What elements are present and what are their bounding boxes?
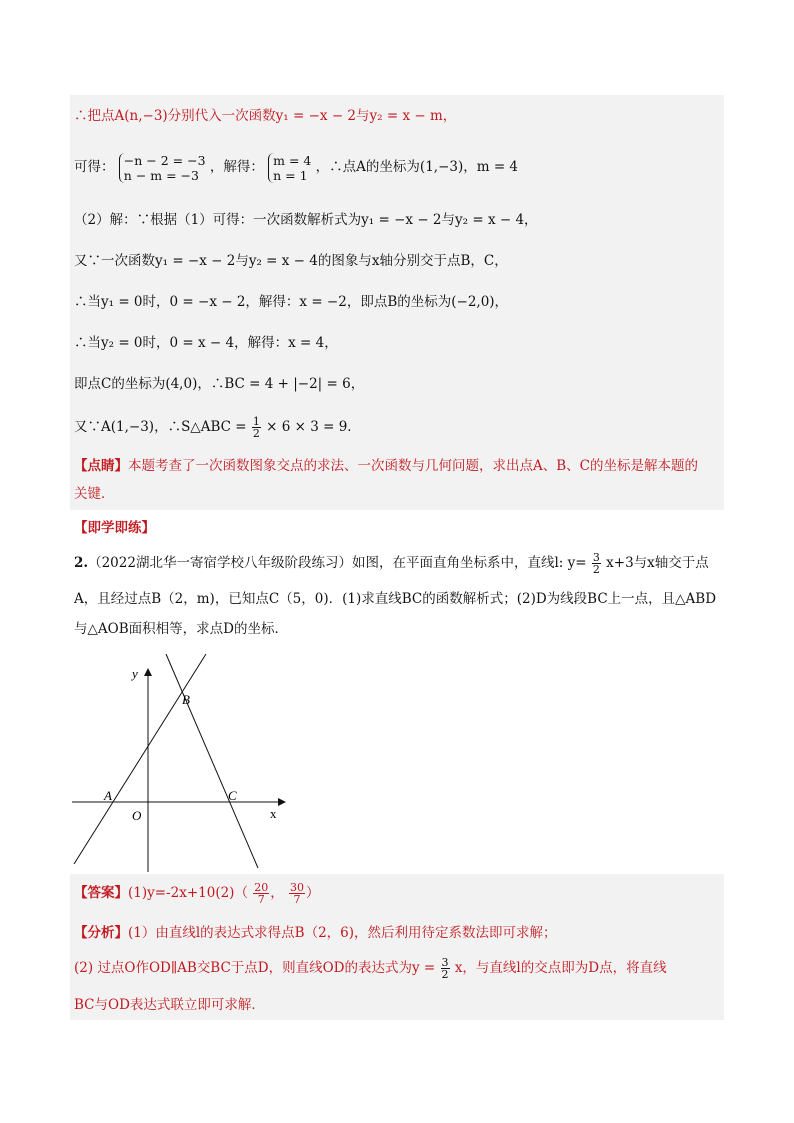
problem-number: 2. xyxy=(74,555,89,571)
solution-line-5: ∴当y₁ = 0时，0 = −x − 2，解得：x = −2，即点B的坐标为(−2,0)， xyxy=(74,294,509,310)
analysis-label: 【分析】 xyxy=(74,925,128,941)
solution-line-7: 即点C的坐标为(4,0)，∴BC = 4 + |−2| = 6， xyxy=(74,376,365,392)
analysis-line-1: 【分析】(1）由直线l的表达式求得点B（2，6)，然后利用待定系数法即可求解； xyxy=(74,925,557,941)
problem-line-3: 与△AOB面积相等，求点D的坐标． xyxy=(74,621,288,637)
y-axis-label: y xyxy=(132,666,138,681)
problem-fraction: $\frac{3}{2}$ xyxy=(592,551,600,576)
solution-line-1: ∴把点A(n,−3)分别代入一次函数y₁ = −x − 2与y₂ = x − m， xyxy=(74,108,457,124)
solution-line-2: 可得： −n − 2 = −3 n − m = −3 ，解得： m = 4 n = 1 ，∴点A的坐标为(1,−3)，m = 4 xyxy=(74,152,519,183)
line-l xyxy=(74,654,206,864)
equation-system-2: m = 4 n = 1 xyxy=(268,153,311,183)
answer-label: 【答案】 xyxy=(74,885,128,901)
point-b-label: B xyxy=(182,692,190,707)
practice-heading: 【即学即练】 xyxy=(74,520,155,536)
solution-line-3: （2）解：∵根据（1）可得：一次函数解析式为y₁ = −x − 2与y₂ = x − 4， xyxy=(74,212,538,228)
solution-line-6: ∴当y₂ = 0时，0 = x − 4，解得：x = 4， xyxy=(74,335,338,351)
line-bc xyxy=(166,654,258,868)
origin-label: O xyxy=(132,808,142,823)
comment-line-2: 关键． xyxy=(74,486,115,502)
analysis-fraction: $\frac{3}{2}$ xyxy=(441,956,449,981)
analysis-line-2: (2) 过点O作OD∥AB交BC于点D，则直线OD的表达式为y = $\frac{3}{2}$ x，与直线l的交点即为D点，将直线 xyxy=(74,956,667,981)
point-c-label: C xyxy=(228,788,237,803)
x-axis-label: x xyxy=(270,806,277,821)
area-fraction: $\frac{1}{2}$ xyxy=(252,415,260,440)
problem-line-2: A，且经过点B（2，m)，已知点C（5，0)．(1)求直线BC的函数解析式；(2)D为线段BC上一点，且△ABD xyxy=(74,591,717,607)
equation-system-1: −n − 2 = −3 n − m = −3 xyxy=(119,153,206,183)
analysis-line-3: BC与OD表达式联立即可求解． xyxy=(74,997,265,1013)
answer-fraction-1: $\frac{20}{7}$ xyxy=(254,881,269,906)
coordinate-graph xyxy=(70,652,300,874)
solution-line-8: 又∵A(1,−3)，∴S△ABC = $\frac{1}{2}$ × 6 × 3 = 9． xyxy=(74,415,361,440)
solution-line-4: 又∵一次函数y₁ = −x − 2与y₂ = x − 4的图象与x轴分别交于点B，C， xyxy=(74,253,508,269)
answer-line: 【答案】(1)y=-2x+10(2)（ $\frac{20}{7}$ ， $\frac{30}{7}$ ） xyxy=(74,881,320,906)
problem-line-1: 2.（2022湖北华一寄宿学校八年级阶段练习）如图，在平面直角坐标系中，直线l: y= $\frac{3}{2}$ x+3与x轴交于点 xyxy=(74,551,709,576)
comment-line-1: 【点睛】本题考查了一次函数图象交点的求法、一次函数与几何问题，求出点A、B、C的坐标是解本题的 xyxy=(74,458,698,474)
point-a-label: A xyxy=(104,788,112,803)
answer-fraction-2: $\frac{30}{7}$ xyxy=(290,881,305,906)
comment-label: 【点睛】 xyxy=(74,458,128,474)
